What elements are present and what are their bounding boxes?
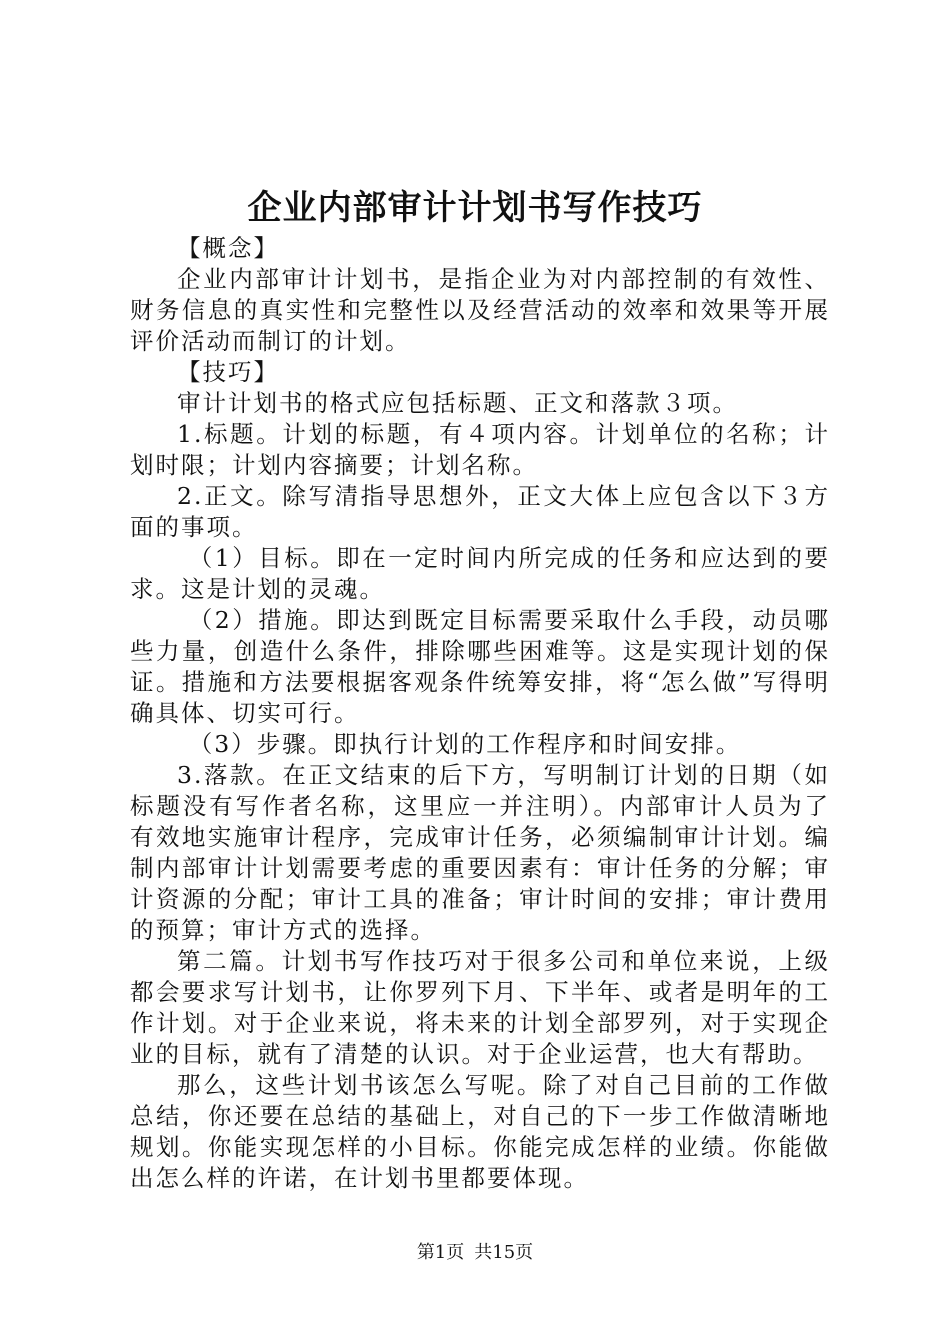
paragraph-goal: （1）目标。即在一定时间内所完成的任务和应达到的要求。这是计划的灵魂。 — [130, 544, 830, 603]
document-title: 企业内部审计计划书写作技巧 — [247, 188, 703, 228]
paragraph-body-item: 2.正文。除写清指导思想外，正文大体上应包含以下３方面的事项。 — [130, 482, 830, 541]
section-heading-concept: 【概念】 — [177, 234, 279, 262]
page-number: 第1页 — [416, 1242, 465, 1263]
paragraph-how-to-write: 那么，这些计划书该怎么写呢。除了对自己目前的工作做总结，你还要在总结的基础上，对自己的下一步工作做清晰地规划。你能实现怎样的小目标。你能完成怎样的业绩。你能做出怎么样的许诺，在计划书里都要体现。 — [130, 1071, 830, 1192]
paragraph-second-part: 第二篇。计划书写作技巧对于很多公司和单位来说，上级都会要求写计划书，让你罗列下月、下半年、或者是明年的工作计划。对于企业来说，将未来的计划全部罗列，对于实现企业的目标，就有了清楚的认识。对于企业运营，也大有帮助。 — [130, 947, 830, 1068]
paragraph-concept: 企业内部审计计划书，是指企业为对内部控制的有效性、财务信息的真实性和完整性以及经营活动的效率和效果等开展评价活动而制订的计划。 — [130, 265, 830, 355]
paragraph-measures: （2）措施。即达到既定目标需要采取什么手段，动员哪些力量，创造什么条件，排除哪些困难等。这是实现计划的保证。措施和方法要根据客观条件统筹安排，将“怎么做”写得明确具体、切实可行。 — [130, 606, 830, 727]
section-heading-tips: 【技巧】 — [177, 358, 279, 386]
page-total: 共15页 — [474, 1242, 534, 1263]
paragraph-title-item: 1.标题。计划的标题，有４项内容。计划单位的名称；计划时限；计划内容摘要；计划名称。 — [130, 420, 830, 479]
document-body — [130, 233, 830, 1194]
paragraph-format: 审计计划书的格式应包括标题、正文和落款３项。 — [177, 389, 738, 417]
paragraph-steps: （3）步骤。即执行计划的工作程序和时间安排。 — [188, 730, 742, 758]
paragraph-signature: 3.落款。在正文结束的后下方，写明制订计划的日期（如标题没有写作者名称，这里应一并注明）。内部审计人员为了有效地实施审计程序，完成审计任务，必须编制审计计划。编制内部审计计划需要考虑的重要因素有：审计任务的分解；审计资源的分配；审计工具的准备；审计时间的安排；审计费用的预算；审计方式的选择。 — [130, 761, 830, 944]
page-footer — [0, 1240, 950, 1266]
